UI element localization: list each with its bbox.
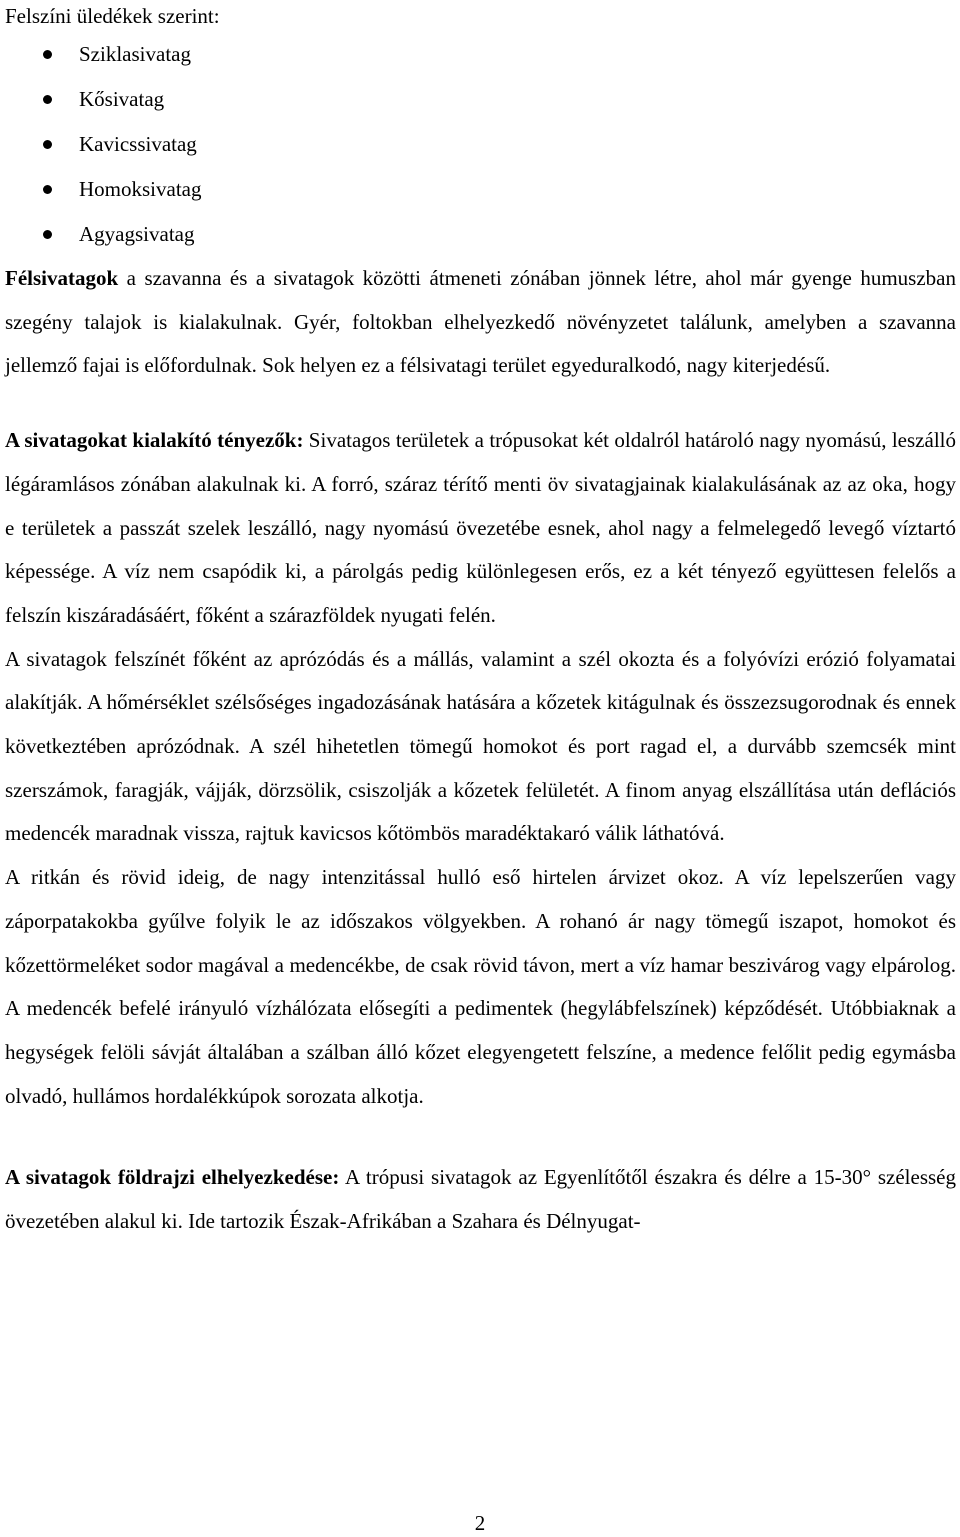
paragraph-surface-processes: A sivatagok felszínét főként az aprózódás és a mállás, valamint a szél okozta és a folyóvízi erózió folyamatai alakítják. A hőmérséklet szélsőséges ingadozásának hatására a kőzetek kitágulnak és összezsugorodnak és ennek következtében aprózódnak. A szél hihetetlen tömegű homokot és port ragad el, a durvább szemcsék mint szerszámok, faragják, vájják, dörzsölik, csiszolják a kőzetek felületét. A finom anyag elszállítása után deflációs medencék maradnak vissza, rajtuk kavicsos kőtömbös maradéktakaró válik láthatóvá. (5, 646, 956, 846)
bullet-icon (43, 95, 52, 104)
bullet-icon (43, 50, 52, 59)
bullet-icon (43, 140, 52, 149)
list-item: Sziklasivatag (5, 32, 956, 77)
paragraph-lead: A sivatagokat kialakító tényezők: (5, 428, 304, 453)
list-item: Kősivatag (5, 77, 956, 122)
paragraph-floods: A ritkán és rövid ideig, de nagy intenzitással hulló eső hirtelen árvizet okoz. A víz lepelszerűen vagy záporpatakokba gyűlve folyik le az időszakos völgyekben. A rohanó ár nagy tömegű iszapot, homokot és kőzettörmeléket sodor magával a medencékbe, de csak rövid távon, mert a víz hamar beszivárog vagy elpárolog. A medencék befelé irányuló vízhálózata elősegíti a pedimentek (hegylábfelszínek) képződését. Utóbbiaknak a hegységek felöli sávját általában a szálban álló kőzet elegyengetett felszíne, a medence felőlit pedig egymásba olvadó, hullámos hordalékkúpok sorozata alkotja. (5, 865, 956, 1108)
page-number: 2 (474, 1511, 486, 1535)
paragraph-desert-factors: A sivatagokat kialakító tényezők: Sivatagos területek a trópusokat két oldalról határoló nagy nyomású, leszálló légáramlásos zónában alakulnak ki. A forró, száraz térítő menti öv sivatagjainak kialakulásának az az oka, hogy e területek a passzát szelek leszálló, nagy nyomású övezetébe esnek, ahol nagy a felmelegedő levegő víztartó képessége. A víz nem csapódik ki, a párolgás pedig különlegesen erős, ez a két tényező együttesen felelős a felszín kiszáradásáért, főként a szárazföldek nyugati felén. (5, 428, 956, 627)
paragraph-geography: A sivatagok földrajzi elhelyezkedése: A trópusi sivatagok az Egyenlítőtől északra és délre a 15-30° szélesség övezetében alakul ki. Ide tartozik Észak-Afrikában a Szahara és Délnyugat- (5, 1165, 957, 1234)
paragraph-semi-deserts: Félsivatagok a szavanna és a sivatagok közötti átmeneti zónában jönnek létre, ahol már gyenge humuszban szegény talajok is kialakulnak. Gyér, foltokban elhelyezkedő növényzetet találunk, amelyben a szavanna jellemző fajai is előfordulnak. Sok helyen ez a félsivatagi terület egyeduralkodó, nagy kiterjedésű. (5, 266, 956, 378)
bullet-icon (43, 185, 52, 194)
list-item: Homoksivatag (5, 167, 956, 212)
document-page (5, 0, 956, 1244)
desert-type-list (5, 32, 956, 257)
bullet-icon (43, 230, 52, 239)
list-item: Agyagsivatag (5, 212, 956, 257)
intro-line: Felszíni üledékek szerint: (5, 4, 220, 28)
list-item: Kavicssivatag (5, 122, 956, 167)
paragraph-lead: A sivatagok földrajzi elhelyezkedése: (5, 1165, 340, 1190)
paragraph-lead: Félsivatagok (5, 266, 119, 290)
